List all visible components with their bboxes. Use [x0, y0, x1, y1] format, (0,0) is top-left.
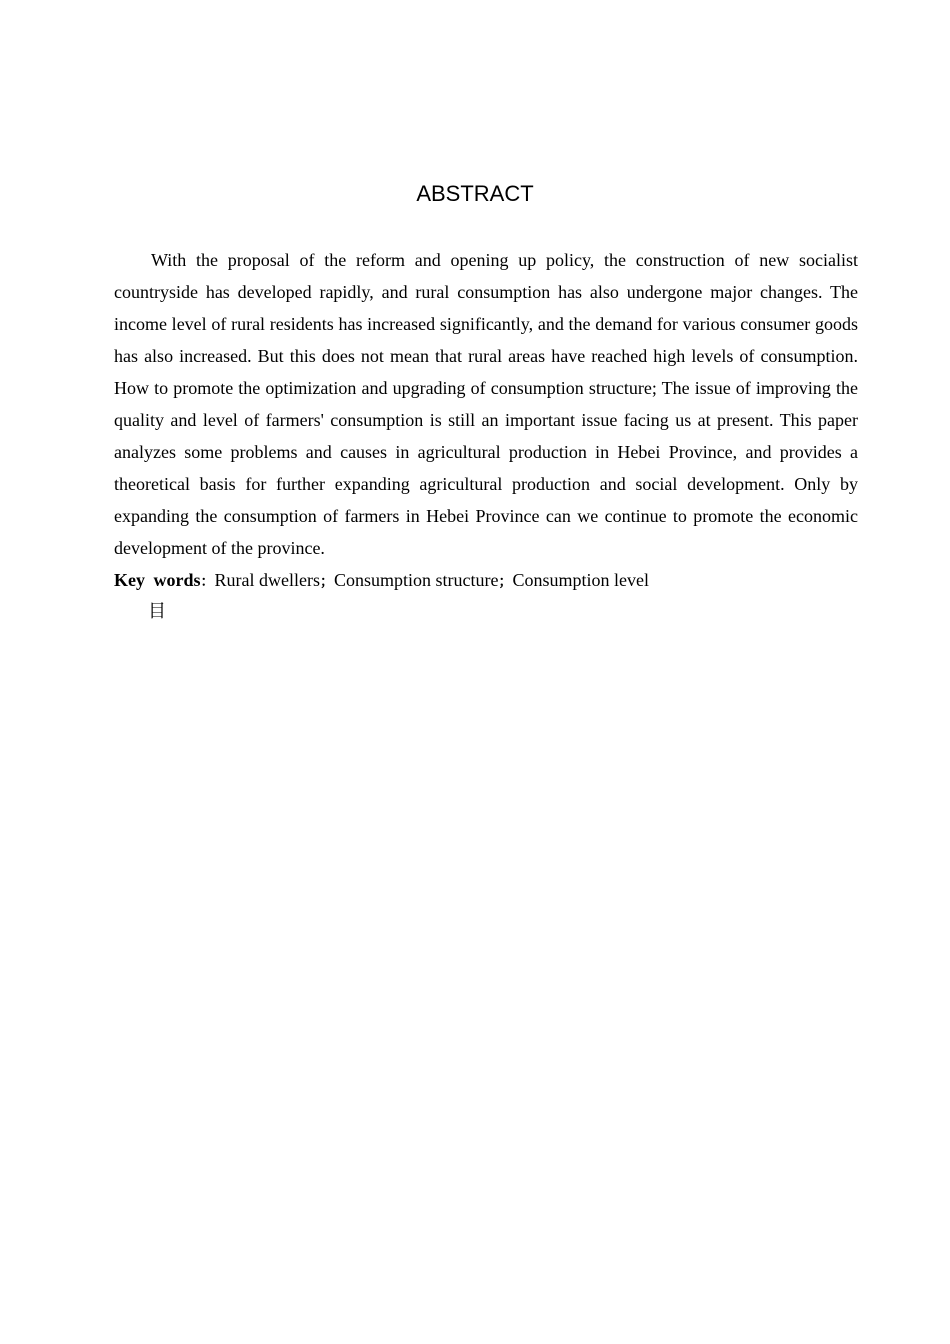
toc-heading-fragment: 目 — [148, 601, 166, 622]
keyword-item: Consumption structure — [333, 570, 499, 590]
abstract-body: With the proposal of the reform and opening up policy, the construction of new socialist countryside has developed rapidly, and rural consumption has also undergone major changes. The income level of rural residents has increased significantly, and the demand for various consumer goods has also increased. But this does not mean that rural areas have reached high levels of consumption. How to promote the optimization and upgrading of consumption structure; The issue of improving the quality and level of farmers' consumption is still an important issue facing us at present. This paper analyzes some problems and causes in agricultural production in Hebei Province, and provides a theoretical basis for further expanding agricultural production and social development. Only by expanding the consumption of farmers in Hebei Province can we continue to promote the economic development of the province. — [114, 250, 858, 558]
keywords-label: Key words — [114, 570, 201, 590]
keyword-item: Consumption level — [512, 570, 649, 590]
keyword-item: Rural dwellers — [214, 570, 320, 590]
keyword-separator: ； — [498, 574, 513, 590]
keywords-line — [114, 564, 858, 598]
keyword-separator: ； — [319, 574, 334, 590]
abstract-title: ABSTRACT — [416, 181, 534, 206]
keywords-colon: ： — [200, 574, 215, 590]
